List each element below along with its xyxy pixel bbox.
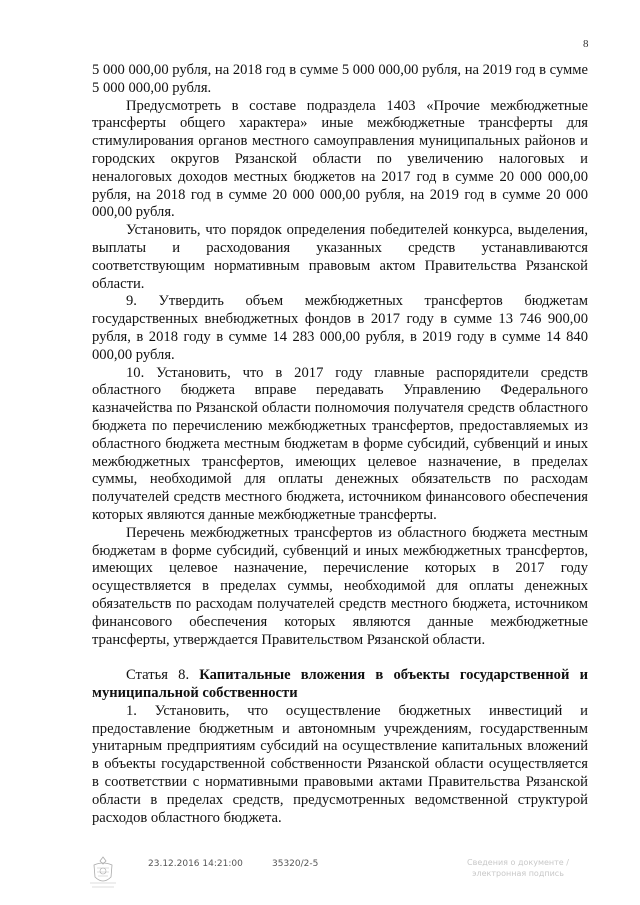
page-number: 8	[583, 38, 589, 50]
paragraph: 1. Установить, что осуществление бюджетных инвестиций и предоставление бюджетным и автономным учреждениям, государственным унитарным предприятиям субсидий на осуществление капитальных вложений в объекты государственной собственности Рязанской области осуществляется в соответствии с нормативными правовыми актами Правительства Рязанской области в пределах средств, предусмотренных ведомственной структурой расходов областного бюджета.	[92, 702, 588, 826]
paragraph: 5 000 000,00 рубля, на 2018 год в сумме 5 000 000,00 рубля, на 2019 год в сумме 5 000 000,00 рубля.	[92, 62, 588, 96]
paragraph: Перечень межбюджетных трансфертов из областного бюджета местным бюджетам в форме субсидий, субвенций и иных межбюджетных трансфертов, имеющих целевое назначение, перечисление которых в 2017 году осуществляется в пределах суммы, необходимой для оплаты денежных обязательств по расходам получателей средств местного бюджета, источником финансового обеспечения которых являются данные межбюджетные трансферты, утверждается Правительством Рязанской области.	[92, 524, 588, 648]
faded-stamp: Сведения о документе / электронная подпись	[467, 858, 569, 878]
document-body	[92, 62, 588, 827]
article-title: Капитальные вложения в объекты государственной и муниципальной собственности	[92, 667, 588, 702]
page-footer	[0, 855, 640, 895]
section-spacer	[92, 649, 588, 667]
paragraph: 10. Установить, что в 2017 году главные распорядители средств областного бюджета вправе передавать Управлению Федерального казначейства по Рязанской области полномочия получателя средств областного бюджета по перечислению межбюджетных трансфертов, предоставляемых из областного бюджета местным бюджетам в форме субсидий, субвенций и иных межбюджетных трансфертов, имеющих целевое назначение, в пределах суммы, необходимой для оплаты денежных обязательств по расходам получателей средств местного бюджета, источником финансового обеспечения которых являются данные межбюджетные трансферты.	[92, 364, 588, 523]
coat-of-arms-logo	[86, 855, 120, 891]
paragraph: Предусмотреть в составе подраздела 1403 «Прочие межбюджетные трансферты общего характера» иные межбюджетные трансферты для стимулирования органов местного самоуправления муниципальных районов и городских округов Рязанской области по увеличению налоговых и неналоговых доходов местных бюджетов на 2017 год в сумме 20 000 000,00 рубля, на 2018 год в сумме 20 000 000,00 рубля, на 2019 год в сумме 20 000 000,00 рубля.	[92, 97, 588, 221]
paragraph: 9. Утвердить объем межбюджетных трансфертов бюджетам государственных внебюджетных фондов в 2017 году в сумме 13 746 900,00 рубля, в 2018 году в сумме 14 283 000,00 рубля, в 2019 году в сумме 14 840 000,00 рубля.	[92, 293, 588, 363]
article-heading	[92, 667, 588, 703]
document-code: 35320/2-5	[272, 859, 319, 869]
paragraph: Установить, что порядок определения победителей конкурса, выделения, выплаты и расходования указанных средств устанавливаются соответствующим нормативным правовым актом Правительства Рязанской области.	[92, 222, 588, 292]
document-timestamp: 23.12.2016 14:21:00	[148, 859, 243, 869]
article-prefix: Статья 8.	[126, 667, 200, 684]
